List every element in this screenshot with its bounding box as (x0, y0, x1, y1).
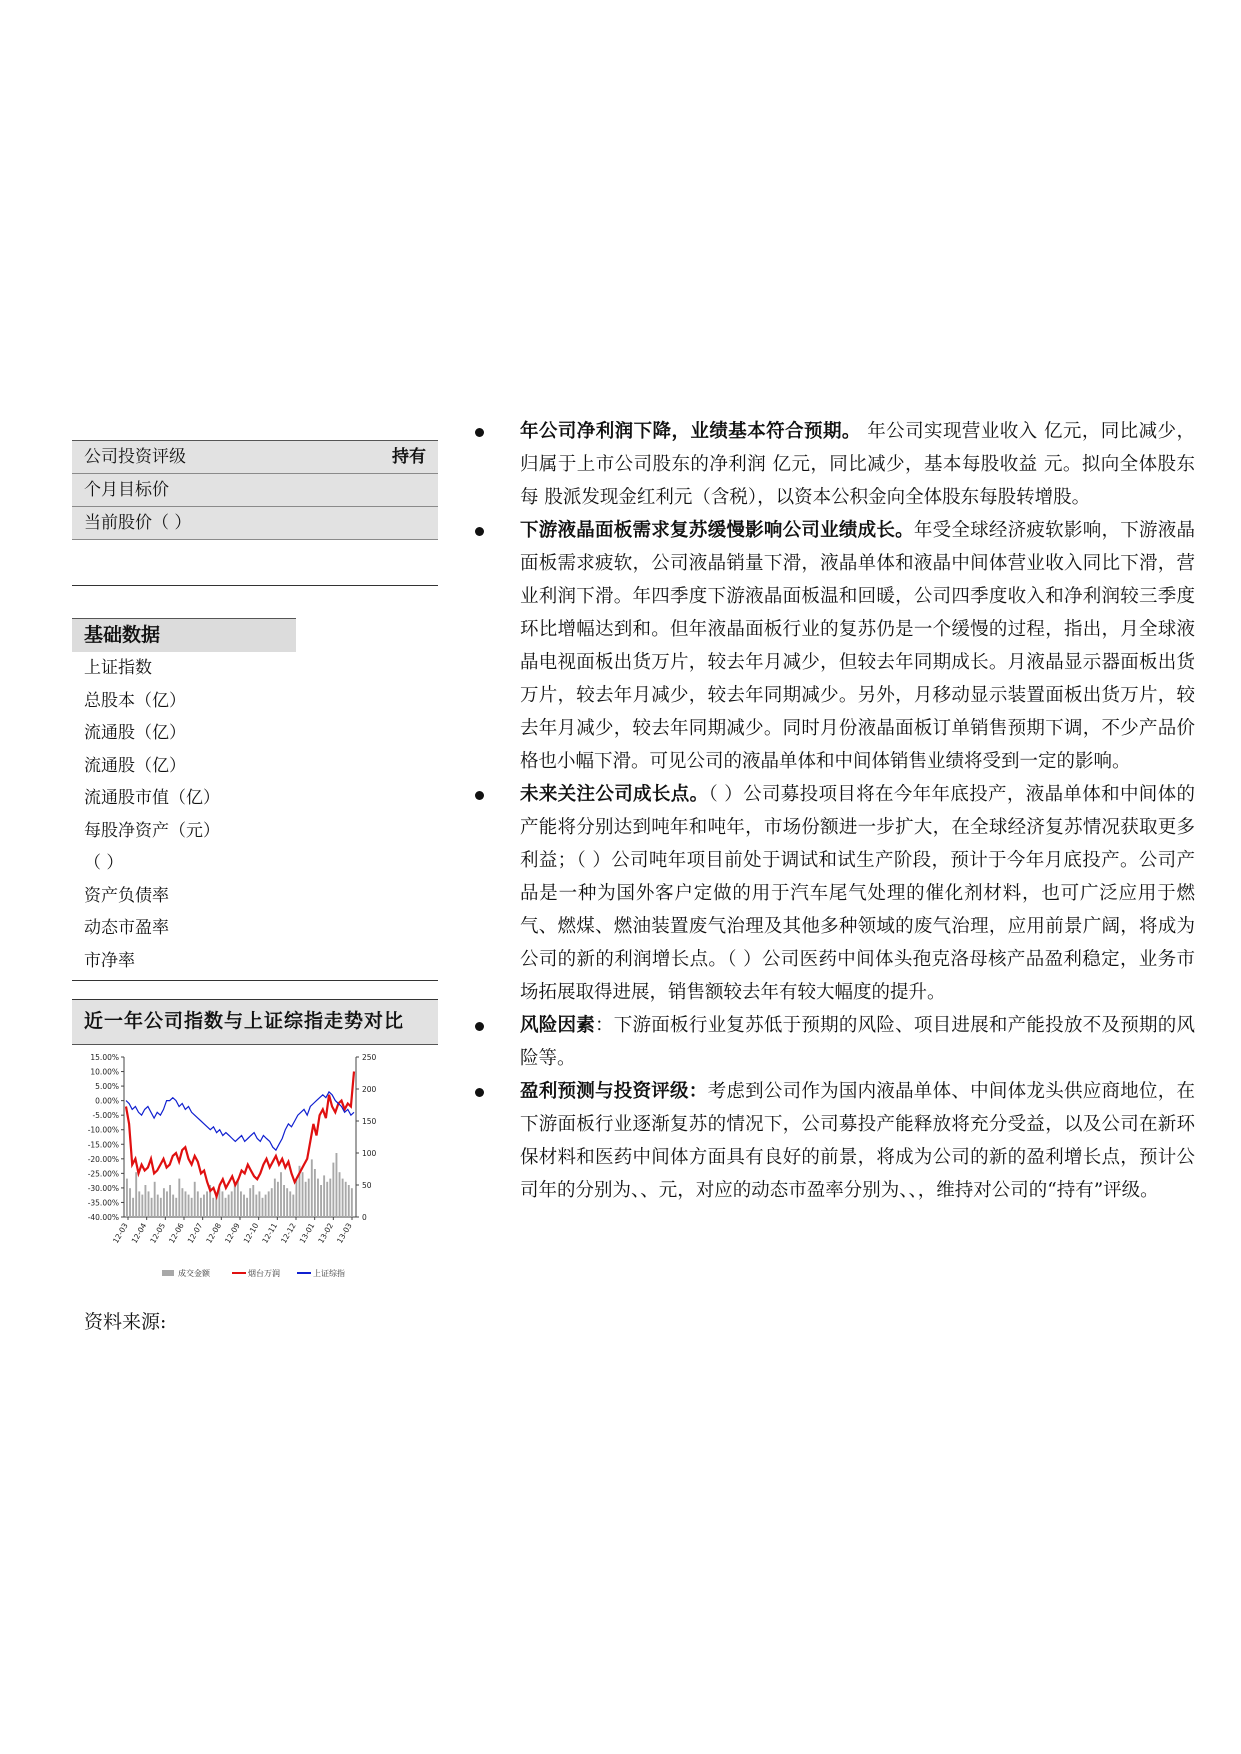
bullet-title: 未来关注公司成长点。 (520, 784, 709, 805)
left-tick-label: -30.00% (87, 1183, 119, 1193)
volume-bar (326, 1182, 328, 1217)
volume-bar (135, 1172, 137, 1217)
left-tick-label: -35.00% (87, 1198, 119, 1208)
volume-bar (339, 1172, 341, 1217)
volume-bar (274, 1179, 276, 1217)
x-tick-label: 13-02 (316, 1221, 336, 1245)
volume-bar (222, 1191, 224, 1217)
left-tick-label: -10.00% (87, 1125, 119, 1135)
volume-bar (314, 1169, 316, 1217)
volume-bar (317, 1179, 319, 1217)
x-tick-label: 12-10 (241, 1221, 261, 1245)
volume-bar (336, 1153, 338, 1217)
volume-bar (252, 1185, 254, 1217)
source-note: 资料来源: (84, 1311, 167, 1333)
volume-bar (157, 1195, 159, 1217)
x-tick-label: 12-07 (185, 1221, 205, 1245)
left-tick-label: 15.00% (90, 1053, 119, 1062)
bullet-text: 年受全球经济疲软影响，下游液晶面板需求疲软，公司液晶销量下滑，液晶单体和液晶中间体营业收入同比下滑，营业利润下滑。年四季度下游液晶面板温和回暖，公司四季度收入和净利润较三季度环比增幅达到和。但年液晶面板行业的复苏仍是一个缓慢的过程，指出，月全球液晶电视面板出货万片，较去年月减少，但较去年同期成长。月液晶显示器面板出货万片，较去年月减少，较去年同期减少。另外，月移动显示装置面板出货万片，较去年月减少，较去年同期减少。同时月份液晶面板订单销售预期下调，不少产品价格也小幅下滑。可见公司的液晶单体和中间体销售业绩将受到一定的影响。 (520, 520, 1195, 772)
volume-bar (295, 1179, 297, 1217)
volume-bar (240, 1191, 242, 1217)
volume-bar (181, 1188, 183, 1217)
right-tick-label: 0 (362, 1213, 367, 1222)
basic-data-item: 总股本（亿） (84, 690, 186, 711)
left-tick-label: 0.00% (95, 1096, 119, 1106)
volume-bar (212, 1198, 214, 1217)
bullet-title: 盈利预测与投资评级： (520, 1081, 708, 1102)
target-price-label: 个月目标价 (84, 480, 169, 500)
bullet-dot-icon (475, 791, 484, 800)
volume-bar (169, 1185, 171, 1217)
x-tick-label: 13-03 (335, 1221, 354, 1245)
basic-data-item: 上证指数 (84, 658, 152, 678)
bullet-dot-icon (475, 428, 484, 437)
x-tick-label: 12-09 (223, 1221, 242, 1245)
legend-swatch (162, 1270, 174, 1276)
performance-chart (72, 1045, 438, 1295)
bullet-item (470, 1075, 1195, 1207)
volume-bar (237, 1179, 239, 1217)
left-tick-label: -40.00% (87, 1213, 119, 1222)
volume-bar (246, 1198, 248, 1217)
volume-bar (289, 1191, 291, 1217)
basic-data-item: 流通股市值（亿） (84, 788, 220, 808)
bullet-title: 下游液晶面板需求复苏缓慢影响公司业绩成长。 (520, 520, 914, 541)
volume-bar (302, 1172, 304, 1217)
volume-bar (206, 1191, 208, 1217)
x-tick-label: 12-12 (279, 1221, 298, 1245)
volume-bar (332, 1163, 334, 1217)
rating-label: 公司投资评级 (84, 447, 186, 467)
right-tick-label: 100 (362, 1149, 377, 1158)
volume-bar (265, 1195, 267, 1217)
volume-bar (243, 1195, 245, 1217)
volume-bar (351, 1188, 353, 1217)
volume-bar (311, 1159, 313, 1217)
left-tick-label: -20.00% (87, 1154, 119, 1164)
volume-bar (292, 1195, 294, 1217)
chart-title: 近一年公司指数与上证综指走势对比 (72, 999, 438, 1044)
basic-data-list (72, 652, 438, 977)
volume-bar (348, 1185, 350, 1217)
volume-bar (175, 1198, 177, 1217)
basic-data-item: 流通股（亿） (84, 723, 186, 743)
volume-bar (228, 1195, 230, 1217)
x-tick-label: 12-04 (129, 1221, 149, 1245)
volume-bar (323, 1175, 325, 1217)
rating-row (72, 441, 438, 474)
volume-bar (305, 1182, 307, 1217)
volume-bar (185, 1191, 187, 1217)
right-tick-label: 50 (362, 1181, 372, 1190)
bullet-dot-icon (475, 1022, 484, 1031)
volume-bar (197, 1191, 199, 1217)
basic-data-item: （ ） (84, 853, 124, 873)
bullet-item (470, 514, 1195, 778)
volume-bar (320, 1185, 322, 1217)
volume-bar (286, 1188, 288, 1217)
volume-bar (225, 1198, 227, 1217)
left-tick-label: 5.00% (95, 1082, 119, 1092)
left-tick-label: -15.00% (87, 1140, 119, 1150)
rating-value: 持有 (392, 447, 426, 467)
volume-bar (249, 1188, 251, 1217)
x-tick-label: 12-05 (148, 1221, 168, 1245)
company-index-line (126, 1072, 354, 1197)
volume-bar (280, 1172, 282, 1217)
bullet-text: 年公司实现营业收入 亿元，同比减少，归属于上市公司股东的净利润 亿元，同比减少，基本每股收益 元。拟向全体股东每 股派发现金红利元（含税），以资本公积金向全体股东每股转增股。 (520, 421, 1195, 508)
basic-data-item: 每股净资产（元） (84, 820, 220, 841)
volume-bar (148, 1191, 150, 1217)
bullet-text: 考虑到公司作为国内液晶单体、中间体龙头供应商地位，在下游面板行业逐渐复苏的情况下，公司募投产能释放将充分受益，以及公司在新环保材料和医药中间体方面具有良好的前景，将成为公司的新的盈利增长点，预计公司年的分别为、、元，对应的动态市盈率分别为、、，维持对公司的“持有”评级。 (520, 1081, 1195, 1201)
volume-bar (342, 1179, 344, 1217)
volume-bar (166, 1191, 168, 1217)
basic-data-title: 基础数据 (72, 618, 296, 652)
volume-bar (144, 1185, 146, 1217)
volume-bar (283, 1185, 285, 1217)
legend-label: 烟台万润 (248, 1269, 280, 1278)
volume-bar (154, 1182, 156, 1217)
volume-bar (163, 1188, 165, 1217)
right-tick-label: 250 (362, 1053, 377, 1062)
target-price-row (72, 474, 438, 507)
x-tick-label: 13-01 (297, 1221, 317, 1245)
x-tick-label: 12-08 (204, 1221, 224, 1245)
volume-bar (255, 1195, 257, 1217)
rating-table (72, 440, 438, 540)
volume-bar (138, 1191, 140, 1217)
right-column (470, 415, 1195, 1207)
bullet-title: 年公司净利润下降，业绩基本符合预期。 (520, 421, 861, 442)
bullet-dot-icon (475, 1088, 484, 1097)
volume-bar (172, 1195, 174, 1217)
legend-label: 上证综指 (313, 1269, 345, 1278)
volume-bar (231, 1191, 233, 1217)
volume-bar (141, 1195, 143, 1217)
volume-bar (132, 1198, 134, 1217)
volume-bar (194, 1182, 196, 1217)
bullet-item (470, 1009, 1195, 1075)
volume-bar (191, 1198, 193, 1217)
volume-bar (345, 1182, 347, 1217)
bullet-dot-icon (475, 527, 484, 536)
current-price-label: 当前股价（ ） (84, 513, 192, 533)
volume-bar (329, 1179, 331, 1217)
volume-bar (268, 1191, 270, 1217)
volume-bar (188, 1195, 190, 1217)
current-price-row (72, 507, 438, 540)
volume-bar (151, 1198, 153, 1217)
bullet-item (470, 415, 1195, 514)
chart-area (72, 1044, 438, 1295)
left-tick-label: -5.00% (92, 1111, 119, 1121)
volume-bar (129, 1188, 131, 1217)
bullet-text: （ ）公司募投项目将在今年年底投产，液晶单体和中间体的产能将分别达到吨年和吨年，市场份额进一步扩大，在全球经济复苏情况获取更多利益；（ ）公司吨年项目前处于调试和试生产阶段，预计于今年月底投产。公司产品是一种为国外客户定做的用于汽车尾气处理的催化剂材料，也可广泛应用于燃气、燃煤、燃油装置废气治理及其他多种领域的废气治理，应用前景广阔，将成为公司的新的利润增长点。（ ）公司医药中间体头孢克洛母核产品盈利稳定，业务市场拓展取得进展，销售额较去年有较大幅度的提升。 (520, 784, 1195, 1003)
right-tick-label: 200 (362, 1085, 377, 1094)
right-tick-label: 150 (362, 1117, 377, 1126)
volume-bar (277, 1182, 279, 1217)
legend-label: 成交金额 (178, 1269, 210, 1278)
x-tick-label: 12-06 (167, 1221, 186, 1245)
volume-bar (234, 1182, 236, 1217)
left-tick-label: -25.00% (87, 1169, 119, 1179)
volume-bar (200, 1198, 202, 1217)
divider (72, 980, 438, 981)
volume-bar (308, 1179, 310, 1217)
x-tick-label: 12-03 (111, 1221, 130, 1245)
x-tick-label: 12-11 (260, 1221, 280, 1245)
volume-bar (258, 1191, 260, 1217)
bullet-item (470, 778, 1195, 1009)
volume-bar (160, 1198, 162, 1217)
left-tick-label: 10.00% (90, 1067, 119, 1077)
basic-data-item: 市净率 (84, 950, 135, 971)
left-column (72, 440, 438, 1334)
basic-data-item: 资产负债率 (84, 885, 169, 906)
bullet-text: ：下游面板行业复苏低于预期的风险、项目进展和产能投放不及预期的风险等。 (520, 1015, 1195, 1069)
volume-bar (178, 1179, 180, 1217)
basic-data-item: 流通股（亿） (84, 755, 186, 776)
volume-bar (262, 1198, 264, 1217)
bullet-title: 风险因素 (520, 1015, 596, 1036)
volume-bar (271, 1188, 273, 1217)
volume-bar (126, 1179, 128, 1217)
divider (72, 585, 438, 586)
basic-data-item: 动态市盈率 (84, 918, 169, 938)
volume-bar (203, 1195, 205, 1217)
